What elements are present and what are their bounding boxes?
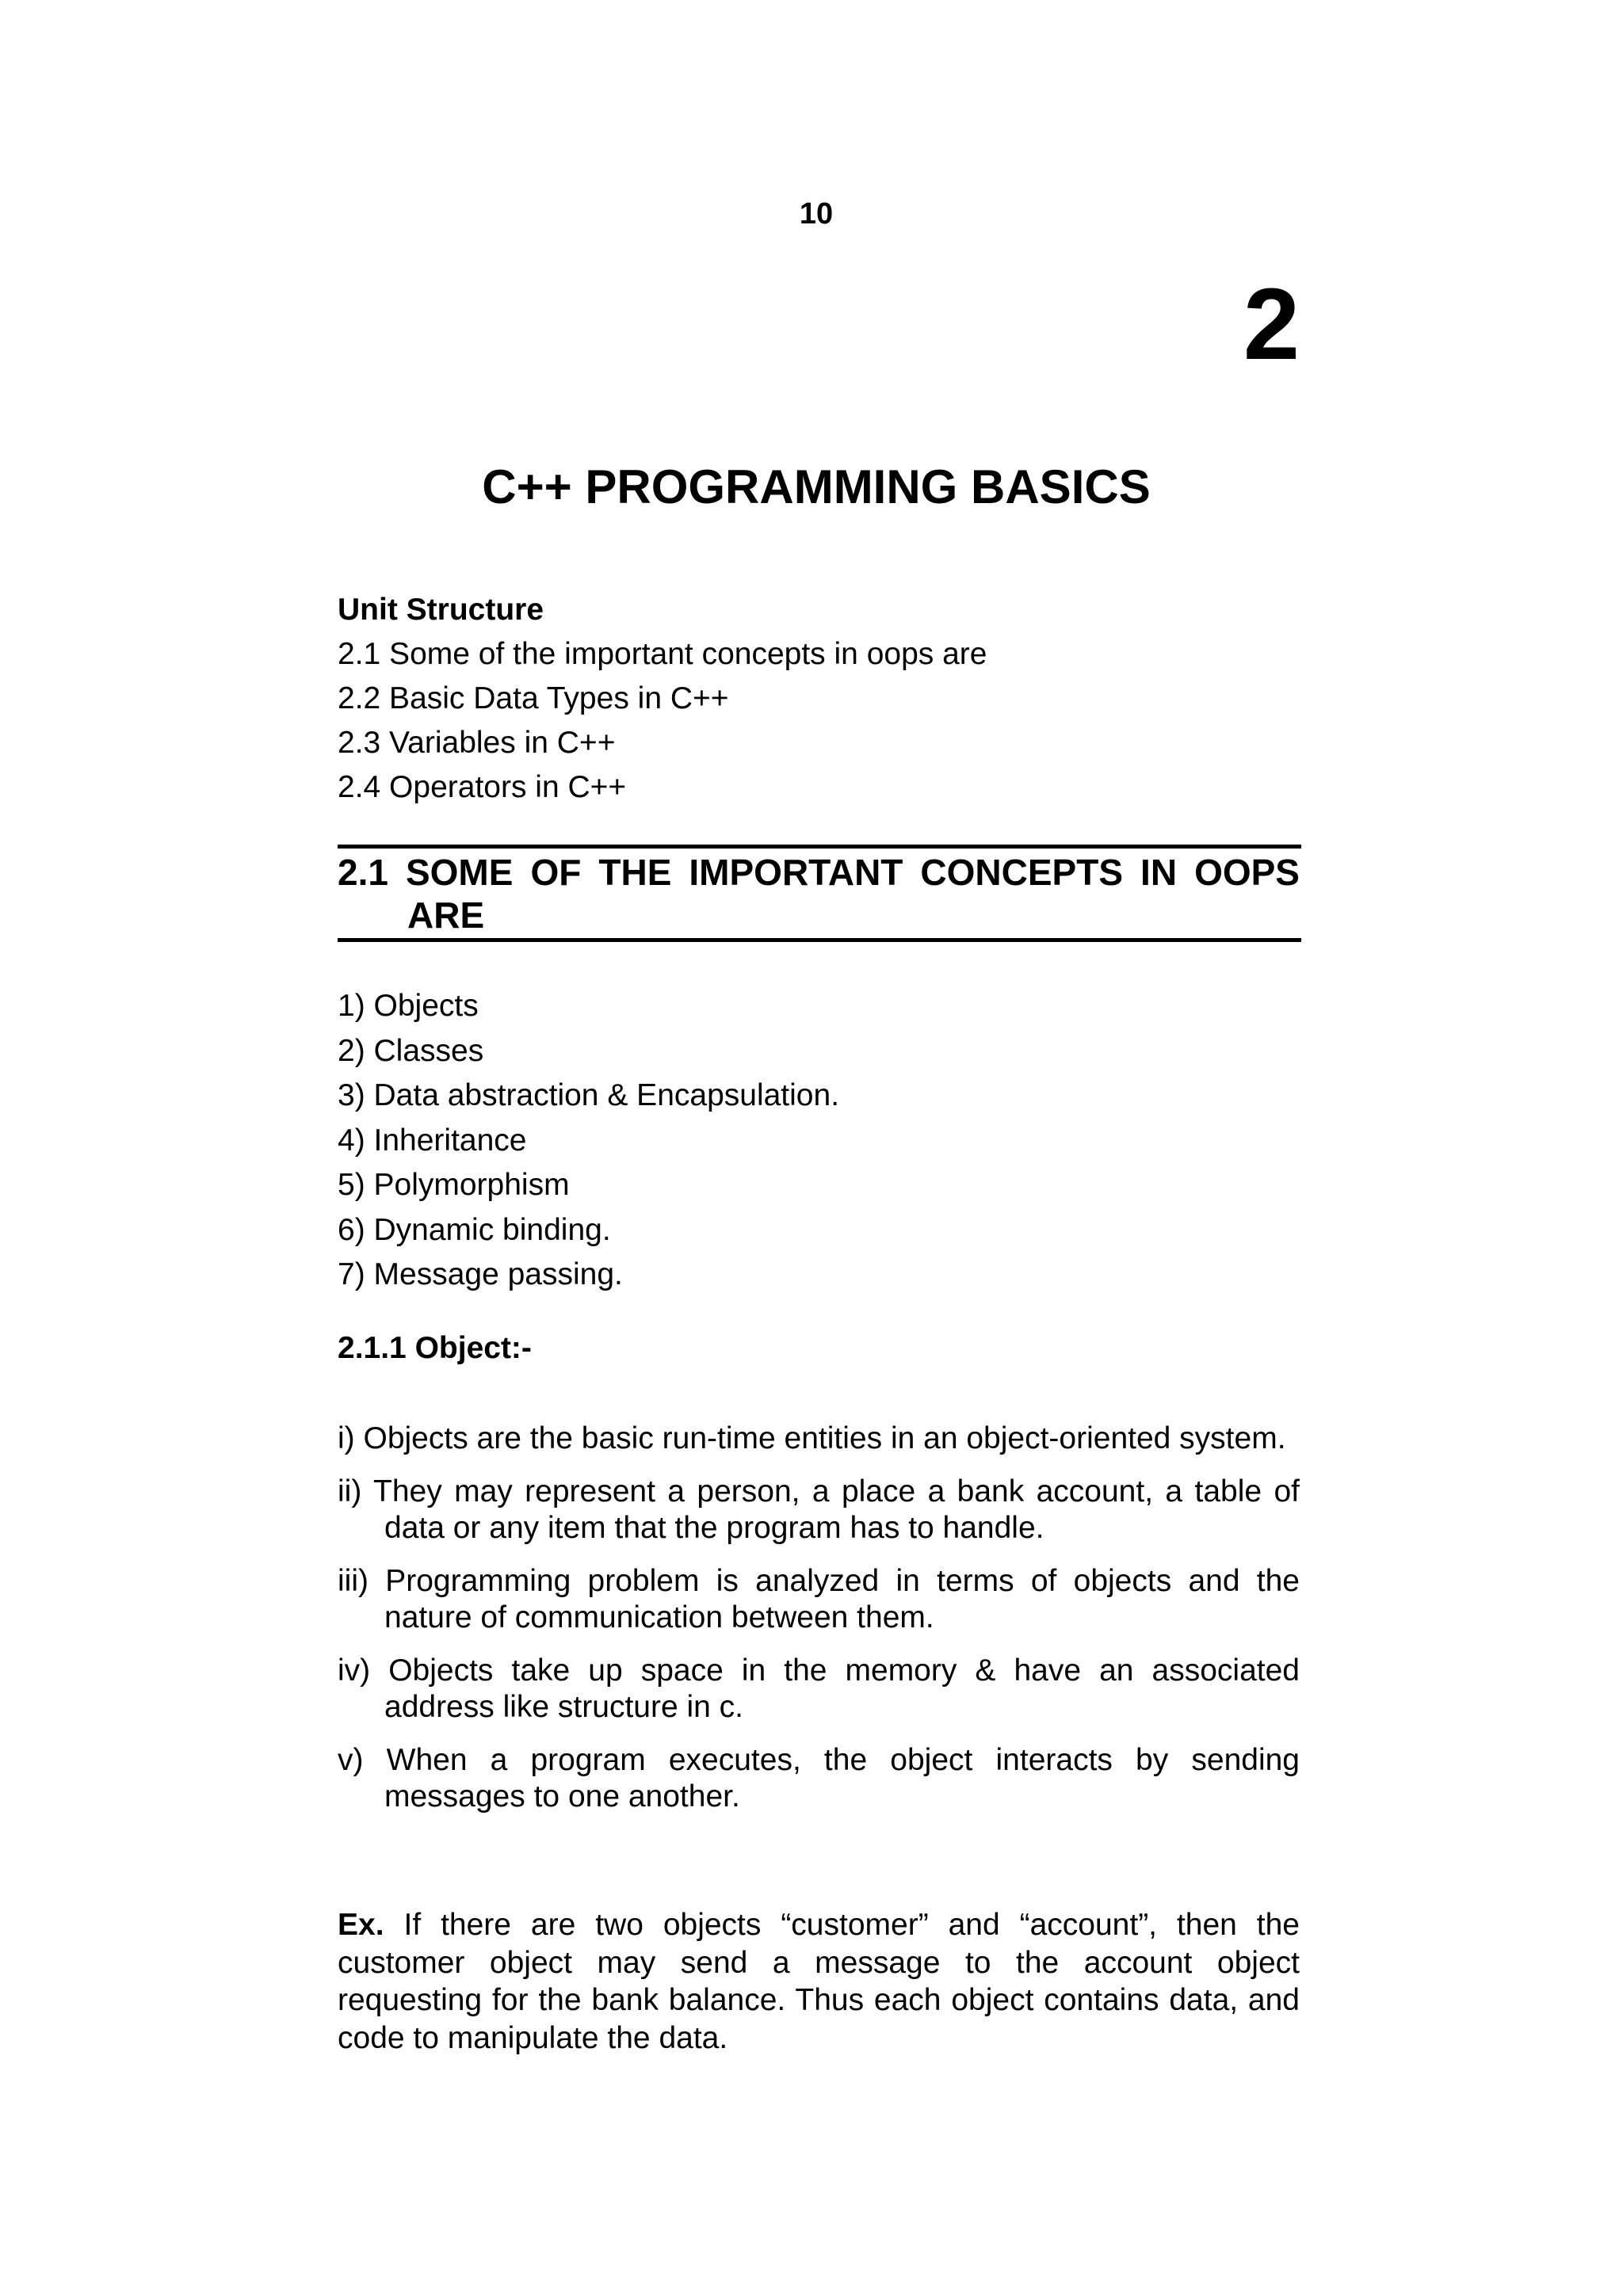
unit-structure-item: 2.4 Operators in C++ (338, 770, 627, 804)
object-point: v) When a program executes, the object interacts by sending messages to one another. (338, 1743, 1300, 1814)
chapter-title: C++ PROGRAMMING BASICS (482, 460, 1151, 513)
unit-structure-item: 2.3 Variables in C++ (338, 726, 616, 760)
object-point: i) Objects are the basic run-time entities in an object-oriented system. (338, 1421, 1286, 1455)
object-points-list (338, 1421, 1300, 1832)
unit-structure-item: 2.1 Some of the important concepts in oops are (338, 637, 987, 671)
concept-item: 5) Polymorphism (338, 1168, 570, 1202)
concepts-list (338, 984, 1298, 1298)
subsection-heading: 2.1.1 Object:- (338, 1331, 532, 1365)
concept-item: 1) Objects (338, 989, 479, 1023)
object-point: ii) They may represent a person, a place a bank account, a table of data or any item that the program has to handle. (338, 1474, 1300, 1545)
section-heading-bottom-rule (338, 938, 1301, 942)
unit-structure-heading: Unit Structure (338, 593, 544, 627)
concept-item: 7) Message passing. (338, 1257, 623, 1291)
unit-structure-item: 2.2 Basic Data Types in C++ (338, 681, 729, 715)
section-heading-continuation: ARE (407, 894, 485, 936)
example-label: Ex. (338, 1908, 384, 1942)
section-heading: 2.1 SOME OF THE IMPORTANT CONCEPTS IN OOPS (338, 852, 1300, 893)
concept-item: 2) Classes (338, 1033, 484, 1068)
page-number: 10 (799, 197, 834, 231)
concept-item: 3) Data abstraction & Encapsulation. (338, 1078, 840, 1112)
object-point: iii) Programming problem is analyzed in terms of objects and the nature of communication between them. (338, 1564, 1300, 1634)
unit-structure (338, 588, 1298, 810)
object-point: iv) Objects take up space in the memory & have an associated address like structure in c. (338, 1653, 1300, 1724)
example-paragraph (338, 1906, 1300, 2057)
concept-item: 6) Dynamic binding. (338, 1212, 611, 1247)
example-text: If there are two objects “customer” and “account”, then the customer object may send a message to the account object requesting for the bank balance. Thus each object contains data, and code to manipulate the data. (338, 1908, 1300, 2055)
section-heading-top-rule (338, 845, 1301, 849)
concept-item: 4) Inheritance (338, 1123, 527, 1158)
chapter-number: 2 (1243, 268, 1300, 381)
